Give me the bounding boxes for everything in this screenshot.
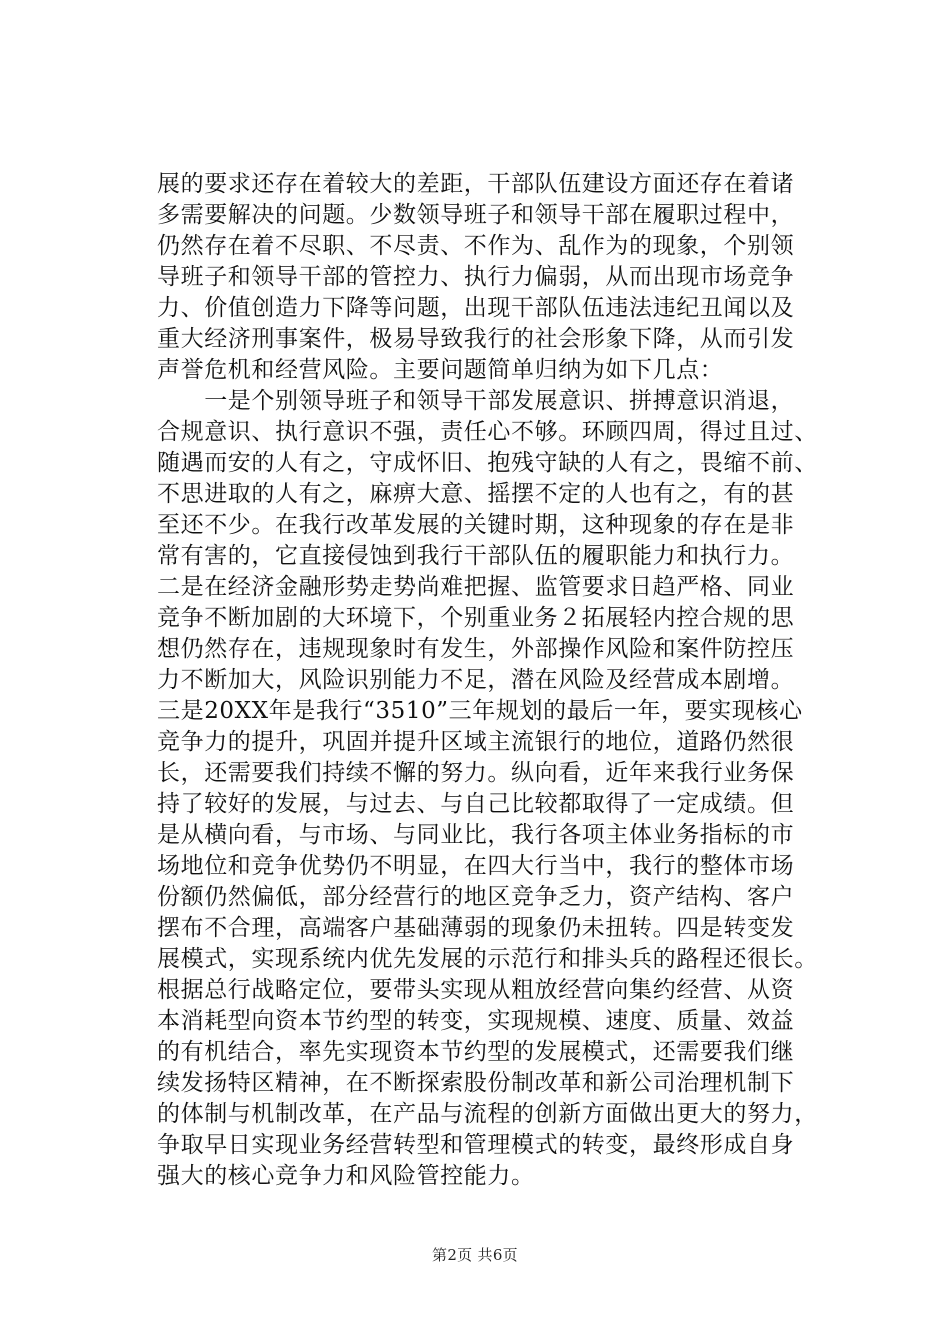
text-line: 力不断加大，风险识别能力不足，潜在风险及经营成本剧增。 — [157, 667, 795, 693]
text-line: 根据总行战略定位，要带头实现从粗放经营向集约经营、从资 — [157, 977, 795, 1003]
text-line: 常有害的，它直接侵蚀到我行干部队伍的履职能力和执行力。 — [157, 543, 795, 569]
text-line: 合规意识、执行意识不强，责任心不够。环顾四周，得过且过、 — [157, 419, 818, 445]
text-line: 强大的核心竞争力和风险管控能力。 — [157, 1163, 535, 1189]
text-line: 摆布不合理，高端客户基础薄弱的现象仍未扭转。四是转变发 — [157, 915, 795, 941]
text-line: 是从横向看，与市场、与同业比，我行各项主体业务指标的市 — [157, 822, 795, 848]
text-line: 重大经济刑事案件，极易导致我行的社会形象下降，从而引发 — [157, 326, 795, 352]
text-line: 至还不少。在我行改革发展的关键时期，这种现象的存在是非 — [157, 512, 795, 538]
text-line: 竞争力的提升，巩固并提升区域主流银行的地位，道路仍然很 — [157, 729, 795, 755]
text-line: 导班子和领导干部的管控力、执行力偏弱，从而出现市场竞争 — [157, 264, 795, 290]
text-line: 声誉危机和经营风险。主要问题简单归纳为如下几点： — [157, 357, 724, 383]
text-line: 续发扬特区精神，在不断探索股份制改革和新公司治理机制下 — [157, 1070, 795, 1096]
text-line: 随遇而安的人有之，守成怀旧、抱残守缺的人有之，畏缩不前、 — [157, 450, 818, 476]
text-line: 力、价值创造力下降等问题，出现干部队伍违法违纪丑闻以及 — [157, 295, 795, 321]
text-line: 竞争不断加剧的大环境下，个别重业务２拓展轻内控合规的思 — [157, 605, 795, 631]
text-line: 不思进取的人有之，麻痹大意、摇摆不定的人也有之，有的甚 — [157, 481, 795, 507]
text-line: 长，还需要我们持续不懈的努力。纵向看，近年来我行业务保 — [157, 760, 795, 786]
text-line: 多需要解决的问题。少数领导班子和领导干部在履职过程中， — [157, 202, 795, 228]
text-line: 场地位和竞争优势仍不明显，在四大行当中，我行的整体市场 — [157, 853, 795, 879]
text-line: 份额仍然偏低，部分经营行的地区竞争乏力，资产结构、客户 — [157, 884, 795, 910]
text-line: 一是个别领导班子和领导干部发展意识、拼搏意识消退， — [157, 388, 795, 414]
text-line: 二是在经济金融形势走势尚难把握、监管要求日趋严格、同业 — [157, 574, 795, 600]
page-number-label: 第2页 共6页 — [432, 1246, 518, 1264]
text-line: 持了较好的发展，与过去、与自己比较都取得了一定成绩。但 — [157, 791, 795, 817]
text-line: 仍然存在着不尽职、不尽责、不作为、乱作为的现象，个别领 — [157, 233, 795, 259]
text-line: 展模式，实现系统内优先发展的示范行和排头兵的路程还很长。 — [157, 946, 818, 972]
text-line: 的体制与机制改革，在产品与流程的创新方面做出更大的努力， — [157, 1101, 818, 1127]
text-line: 本消耗型向资本节约型的转变，实现规模、速度、质量、效益 — [157, 1008, 795, 1034]
text-line: 想仍然存在，违规现象时有发生，外部操作风险和案件防控压 — [157, 636, 795, 662]
text-line: 的有机结合，率先实现资本节约型的发展模式，还需要我们继 — [157, 1039, 795, 1065]
text-line: 争取早日实现业务经营转型和管理模式的转变，最终形成自身 — [157, 1132, 795, 1158]
text-line: 展的要求还存在着较大的差距，干部队伍建设方面还存在着诸 — [157, 171, 795, 197]
page-footer — [0, 1245, 950, 1265]
text-line: 三是20XX年是我行“3510”三年规划的最后一年，要实现核心 — [157, 698, 803, 724]
